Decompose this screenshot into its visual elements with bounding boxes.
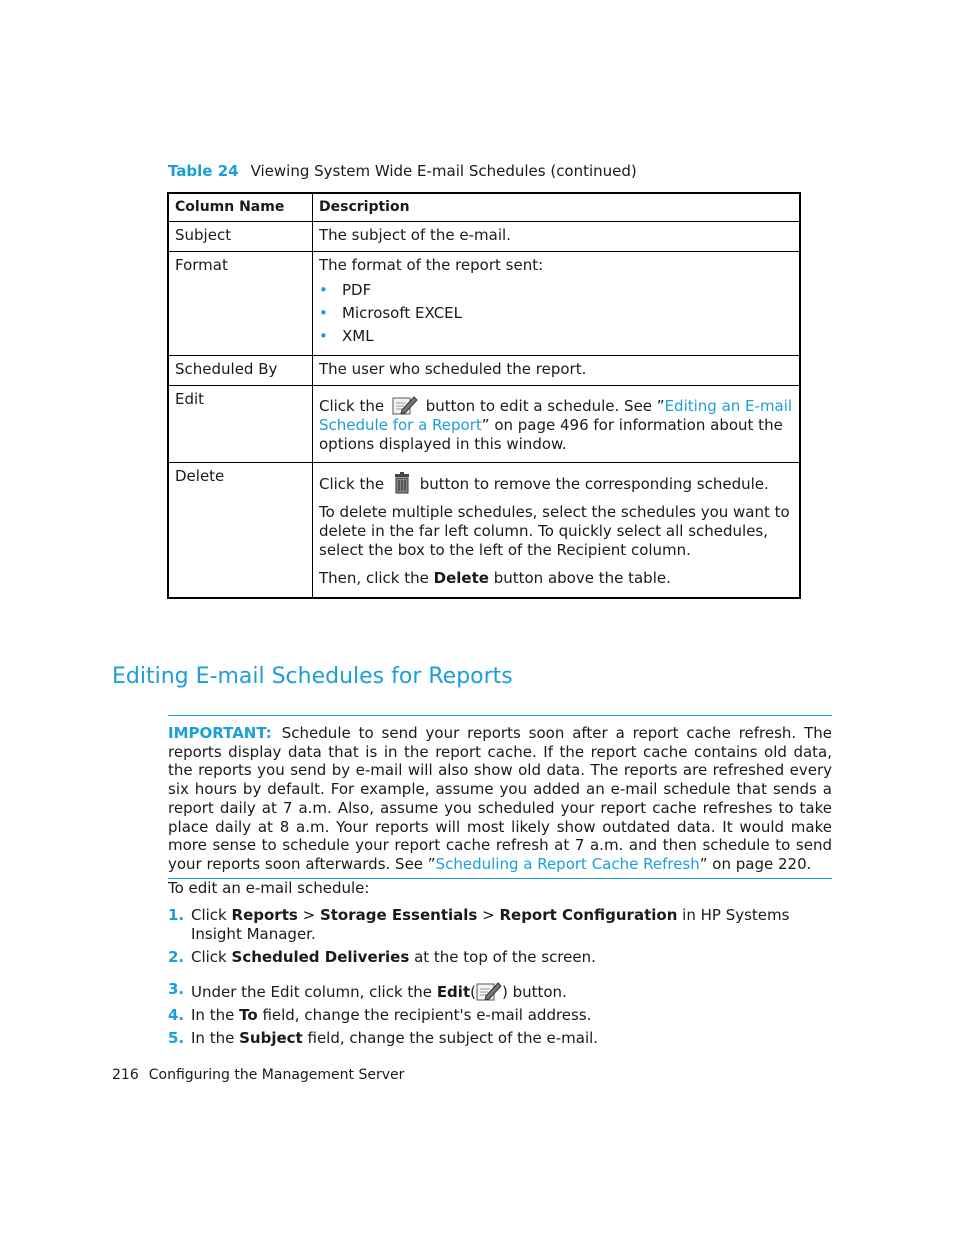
column-name-header: Column Name	[168, 193, 313, 222]
table-row	[168, 222, 800, 252]
edit-icon	[392, 394, 418, 416]
step-bold: Storage Essentials	[319, 906, 478, 924]
row-name: Scheduled By	[168, 356, 313, 386]
step-separator: >	[482, 906, 495, 924]
list-item	[168, 980, 808, 1002]
important-label: IMPORTANT:	[168, 724, 272, 742]
description-header: Description	[313, 193, 801, 222]
step-text: Click	[191, 948, 227, 966]
step-text: Click	[191, 906, 227, 924]
row-description	[313, 386, 801, 463]
delete-para3-pre: Then, click the	[319, 569, 429, 587]
step-text: in HP Systems Insight Manager.	[191, 906, 790, 943]
list-item	[168, 1029, 808, 1048]
row-name: Edit	[168, 386, 313, 463]
delete-para-3	[319, 569, 793, 588]
list-item-label: PDF	[342, 281, 372, 299]
delete-para3-post: button above the table.	[493, 569, 671, 587]
important-post: ” on page 220.	[699, 854, 812, 873]
row-name: Subject	[168, 222, 313, 252]
edit-text-pre: Click the	[319, 397, 385, 415]
table-caption	[168, 162, 637, 180]
table-title: Viewing System Wide E-mail Schedules (continued)	[250, 162, 637, 180]
step-bold: Report Configuration	[499, 906, 678, 924]
list-item	[319, 327, 793, 346]
format-list	[319, 281, 793, 346]
intro-text: To edit an e-mail schedule:	[168, 879, 370, 897]
step-text: Under the Edit column, click the	[191, 983, 433, 1001]
step-number: 2.	[168, 948, 185, 966]
step-text: In the	[191, 1029, 235, 1047]
step-bold: Edit	[436, 983, 471, 1001]
list-item	[319, 304, 793, 323]
list-item	[168, 948, 808, 967]
bullet: •	[319, 327, 328, 345]
important-note	[168, 715, 832, 879]
scheduling-cache-refresh-link[interactable]: Scheduling a Report Cache Refresh	[435, 854, 700, 873]
edit-text-post: ” on page 496 for information about the options displayed in this window.	[319, 416, 783, 453]
step-bold: Scheduled Deliveries	[231, 948, 410, 966]
step-separator: >	[302, 906, 316, 924]
step-bold: To	[239, 1006, 258, 1024]
table-row	[168, 386, 800, 463]
list-item	[319, 281, 793, 300]
list-item-label: XML	[342, 327, 374, 345]
page-footer	[112, 1067, 404, 1083]
section-title: Editing E-mail Schedules for Reports	[112, 664, 513, 689]
delete-text-post: button to remove the corresponding schedule.	[419, 475, 769, 493]
row-description: The subject of the e-mail.	[313, 222, 801, 252]
step-text: field, change the subject of the e-mail.	[307, 1029, 599, 1047]
edit-text-mid: button to edit a schedule. See ”	[425, 397, 665, 415]
table-header-row	[168, 193, 800, 222]
table-number: Table 24	[168, 162, 239, 180]
delete-para-2: To delete multiple schedules, select the schedules you want to delete in the far left column. To quickly select all schedules, select the box to the left of the Recipient column.	[319, 503, 790, 559]
table-row	[168, 356, 800, 386]
trash-icon	[392, 472, 412, 494]
delete-text-pre: Click the	[319, 475, 385, 493]
step-text: field, change the recipient's e-mail address.	[262, 1006, 592, 1024]
list-item	[168, 906, 808, 944]
format-intro: The format of the report sent:	[319, 256, 544, 274]
delete-para3-bold: Delete	[433, 569, 489, 587]
step-number: 5.	[168, 1029, 185, 1047]
row-name: Format	[168, 252, 313, 356]
step-number: 4.	[168, 1006, 185, 1024]
row-name: Delete	[168, 463, 313, 598]
row-description	[313, 252, 801, 356]
bullet: •	[319, 281, 328, 299]
step-bold: Reports	[231, 906, 298, 924]
edit-icon	[476, 980, 502, 1002]
schedules-table	[167, 192, 801, 599]
row-description: The user who scheduled the report.	[313, 356, 801, 386]
row-description	[313, 463, 801, 598]
step-number: 3.	[168, 980, 185, 998]
important-text: Schedule to send your reports soon after a report cache refresh. The reports display data that is in the report cache. If the report cache contains old data, the reports you send by e-mail will also show old data. The reports are refreshed every six hours by default. For example, assume you added an e-mail schedule that sends a report daily at 7 a.m. Also, assume you scheduled your report cache refreshes to take place daily at 8 a.m. Your reports will most likely show outdated data. It would make more sense to schedule your report cache refresh at 7 a.m. and then schedule to send your reports soon afterwards. See ”	[168, 724, 832, 873]
table-row	[168, 463, 800, 598]
step-text: at the top of the screen.	[414, 948, 596, 966]
bullet: •	[319, 304, 328, 322]
footer-title: Configuring the Management Server	[148, 1067, 405, 1083]
list-item	[168, 1006, 808, 1025]
step-text: In the	[191, 1006, 235, 1024]
page-number: 216	[112, 1067, 139, 1083]
step-text: ) button.	[501, 983, 567, 1001]
editing-email-schedule-link[interactable]: Editing an E-mail Schedule for a Report	[319, 397, 793, 434]
table-row	[168, 252, 800, 356]
delete-para-1	[319, 472, 793, 494]
list-item-label: Microsoft EXCEL	[342, 304, 462, 322]
step-text: (	[470, 983, 476, 1001]
steps-list	[168, 906, 808, 1048]
step-bold: Subject	[239, 1029, 303, 1047]
step-number: 1.	[168, 906, 185, 924]
